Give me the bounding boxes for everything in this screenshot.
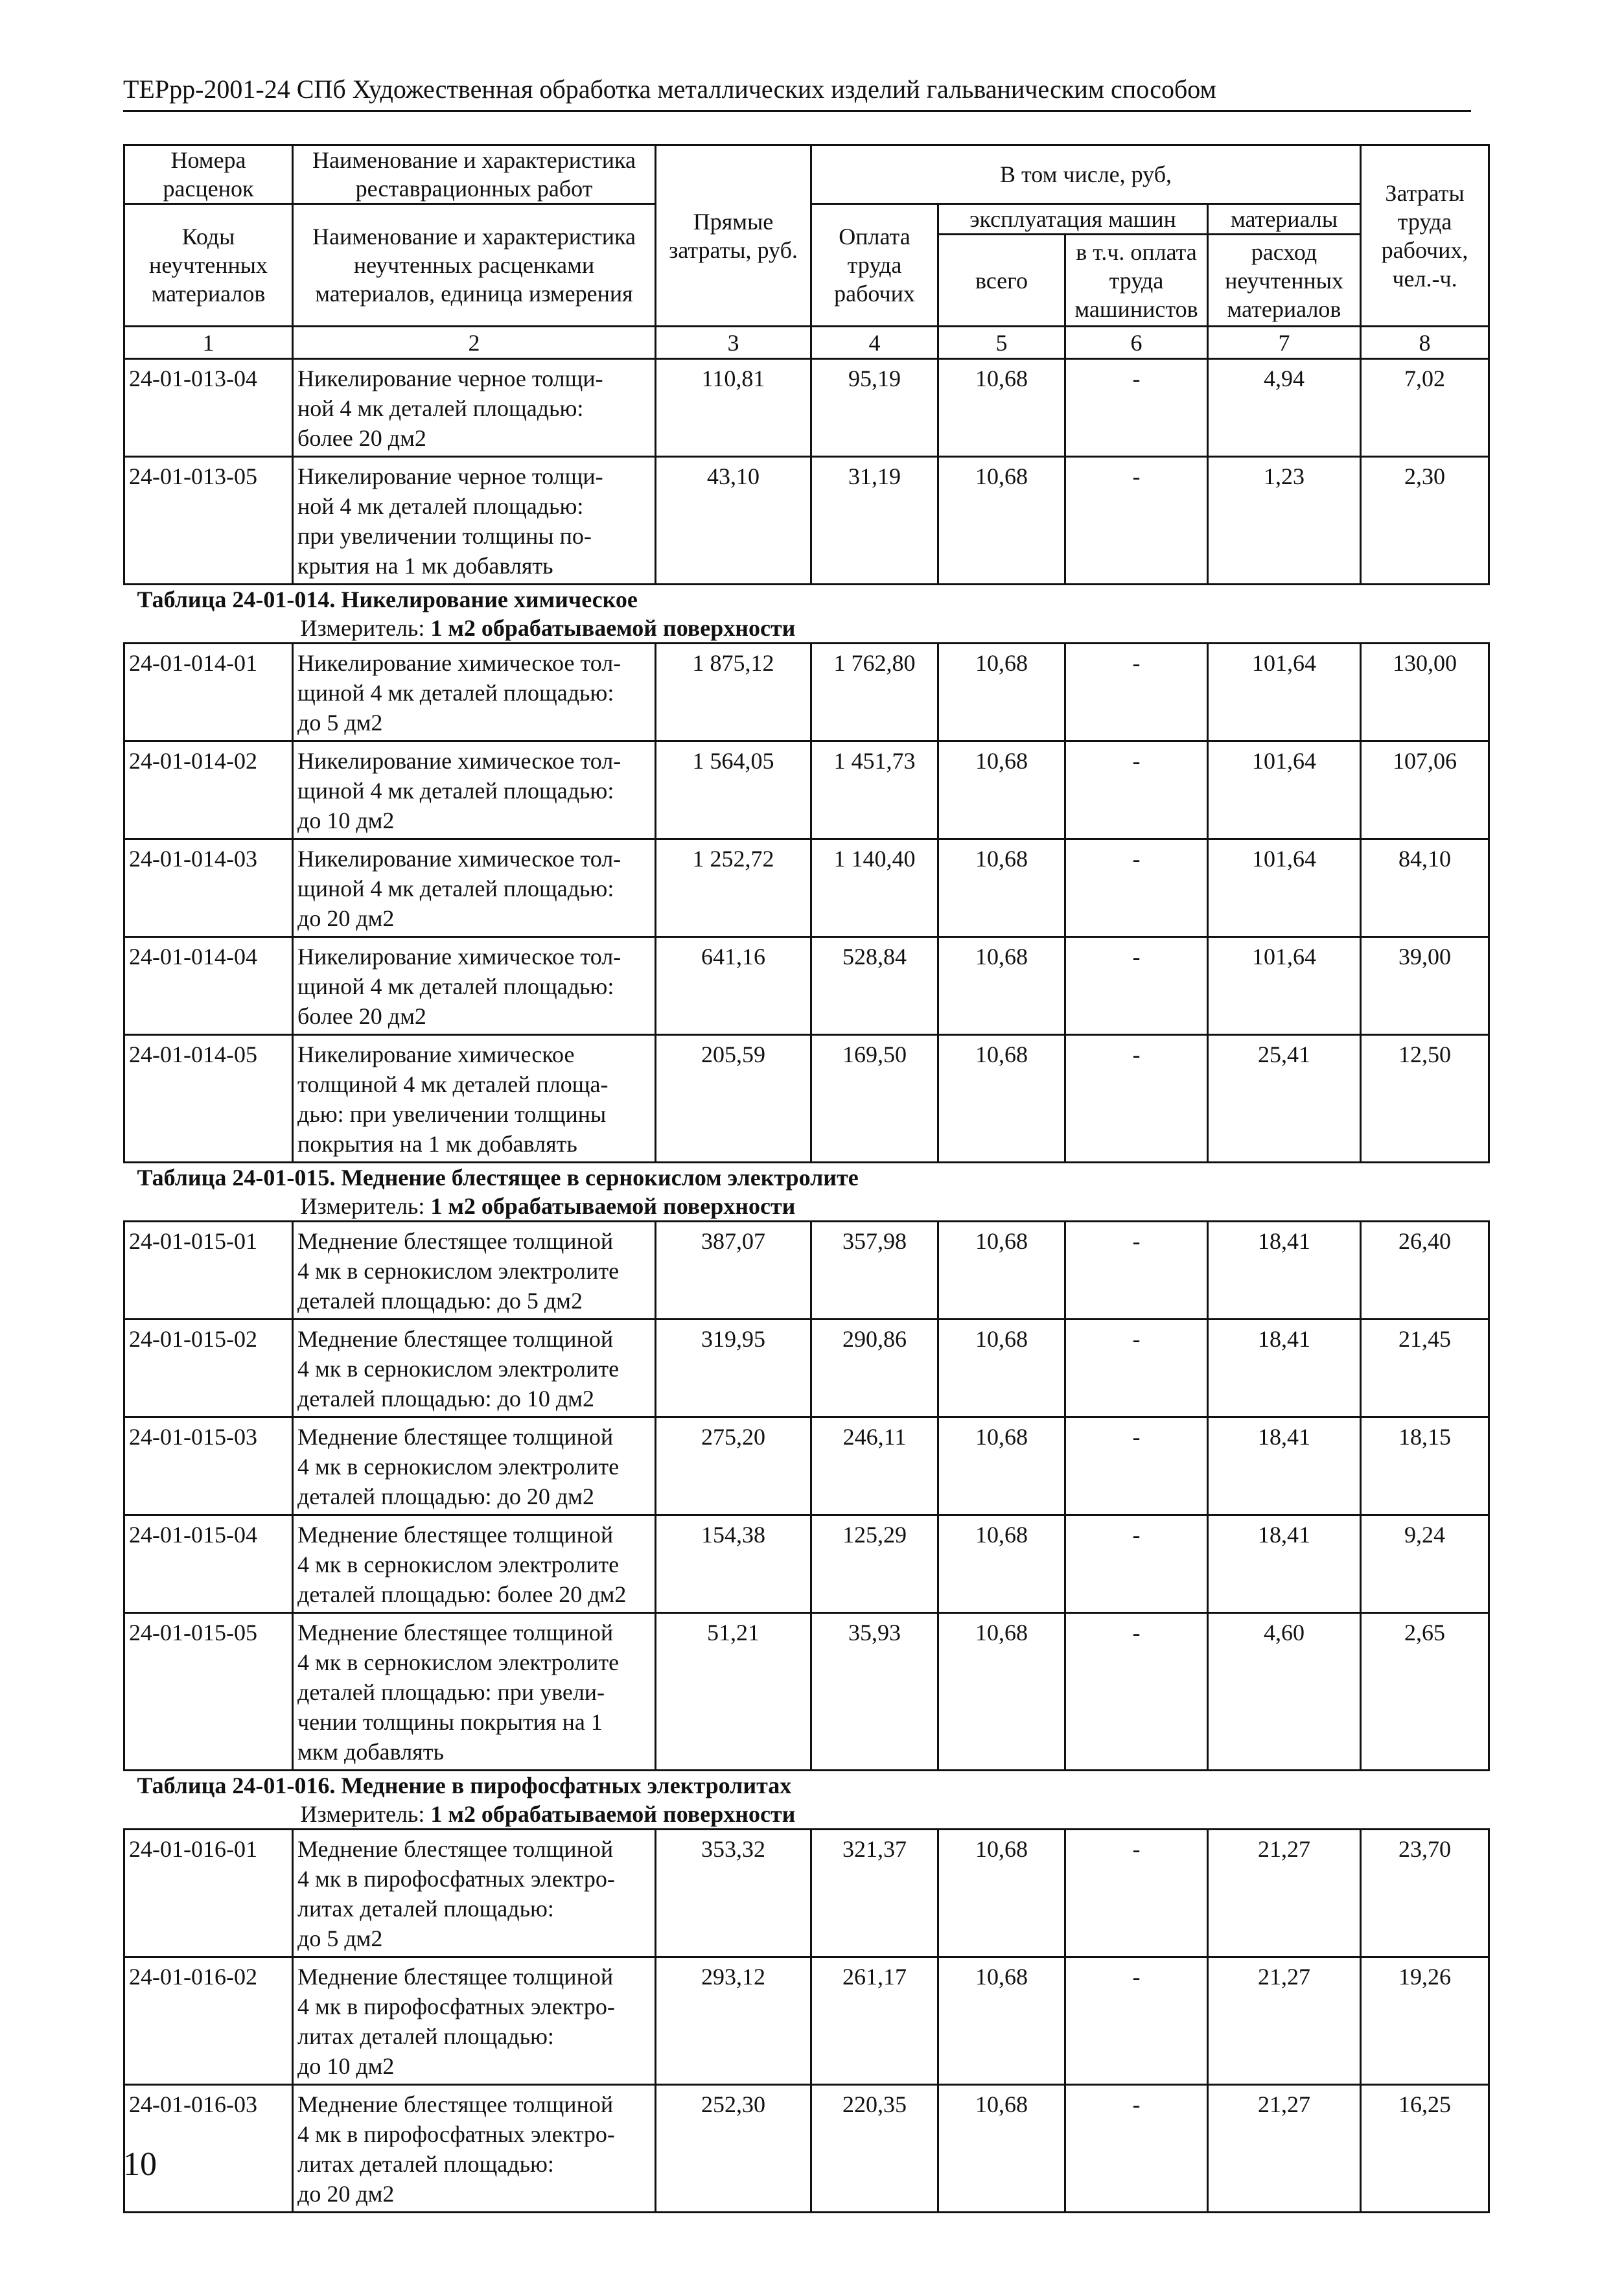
column-number: 4	[811, 327, 938, 359]
column-number: 1	[124, 327, 293, 359]
work-name-line: до 20 дм2	[297, 905, 395, 931]
work-name-line: мкм добавлять	[297, 1739, 444, 1765]
labor-wages: 31,19	[811, 457, 938, 585]
work-name-line: 4 мк в сернокислом электролите	[297, 1552, 620, 1577]
measure-value: 1 м2 обрабатываемой поверхности	[430, 615, 796, 641]
work-name-line: деталей площадью: до 20 дм2	[297, 1483, 594, 1509]
labor-wages: 95,19	[811, 359, 938, 457]
work-name	[293, 1417, 656, 1515]
work-name-line: покрытия на 1 мк добавлять	[297, 1131, 577, 1157]
col2-header-bottom: Наименование и характеристика неучтенных расценками материалов, единица измерения	[293, 204, 656, 327]
operator-wages: -	[1065, 741, 1208, 839]
table-row	[124, 359, 1489, 457]
document-header: ТЕРрр-2001-24 СПб Художественная обработка металлических изделий гальваническим способом	[123, 75, 1216, 104]
rates-sheet	[123, 144, 1488, 2213]
work-name-line: до 20 дм2	[297, 2181, 395, 2207]
work-name-line: 4 мк в сернокислом электролите	[297, 1356, 620, 1382]
col3-header: Прямые затраты, руб.	[656, 145, 811, 327]
work-name-line: деталей площадью: до 10 дм2	[297, 1386, 594, 1412]
table-row	[124, 644, 1489, 741]
labor-hours: 2,65	[1361, 1613, 1489, 1771]
work-name-line: до 10 дм2	[297, 808, 395, 833]
direct-costs: 43,10	[656, 457, 811, 585]
column-number: 6	[1065, 327, 1208, 359]
materials-cost: 101,64	[1208, 937, 1361, 1035]
column-number: 5	[938, 327, 1065, 359]
work-name-line: Никелирование химическое	[297, 1041, 575, 1067]
rate-code: 24-01-015-04	[124, 1515, 293, 1613]
work-name-line: щиной 4 мк деталей площадью:	[297, 778, 614, 804]
materials-cost: 18,41	[1208, 1515, 1361, 1613]
labor-wages: 220,35	[811, 2085, 938, 2213]
direct-costs: 1 875,12	[656, 644, 811, 741]
machines-header: эксплуатация машин	[938, 204, 1208, 235]
work-name	[293, 1830, 656, 1957]
machines-total: 10,68	[938, 1320, 1065, 1417]
measure-label: Измеритель:	[300, 1193, 431, 1219]
materials-cost: 18,41	[1208, 1417, 1361, 1515]
table-measure	[128, 1192, 1485, 1220]
measure-value: 1 м2 обрабатываемой поверхности	[430, 1801, 796, 1827]
direct-costs: 353,32	[656, 1830, 811, 1957]
labor-hours: 107,06	[1361, 741, 1489, 839]
work-name	[293, 1320, 656, 1417]
rates-table	[123, 144, 1490, 2213]
operator-wages: -	[1065, 1320, 1208, 1417]
work-name-line: 4 мк в сернокислом электролите	[297, 1258, 620, 1284]
work-name-line: щиной 4 мк деталей площадью:	[297, 973, 614, 999]
direct-costs: 641,16	[656, 937, 811, 1035]
materials-cost: 25,41	[1208, 1035, 1361, 1163]
machines-total: 10,68	[938, 644, 1065, 741]
direct-costs: 51,21	[656, 1613, 811, 1771]
labor-wages: 528,84	[811, 937, 938, 1035]
operator-wages: -	[1065, 1035, 1208, 1163]
operator-wages: -	[1065, 1830, 1208, 1957]
materials-cost: 21,27	[1208, 2085, 1361, 2213]
labor-wages: 261,17	[811, 1957, 938, 2085]
labor-wages: 1 140,40	[811, 839, 938, 937]
table-row	[124, 1830, 1489, 1957]
work-name-line: Меднение блестящее толщиной	[297, 1964, 614, 1990]
work-name-line: более 20 дм2	[297, 425, 426, 451]
work-name-line: Никелирование химическое тол-	[297, 650, 621, 676]
column-number: 2	[293, 327, 656, 359]
work-name-line: до 10 дм2	[297, 2053, 395, 2079]
direct-costs: 252,30	[656, 2085, 811, 2213]
labor-wages: 321,37	[811, 1830, 938, 1957]
work-name-line: Меднение блестящее толщиной	[297, 1620, 614, 1646]
operator-wages: -	[1065, 937, 1208, 1035]
rate-code: 24-01-013-04	[124, 359, 293, 457]
work-name-line: ной 4 мк деталей площадью:	[297, 493, 584, 519]
labor-hours: 16,25	[1361, 2085, 1489, 2213]
work-name-line: Никелирование химическое тол-	[297, 748, 621, 774]
labor-hours: 23,70	[1361, 1830, 1489, 1957]
rate-code: 24-01-016-03	[124, 2085, 293, 2213]
direct-costs: 154,38	[656, 1515, 811, 1613]
col7-header: расход неучтенных материалов	[1208, 235, 1361, 327]
direct-costs: 319,95	[656, 1320, 811, 1417]
labor-wages: 35,93	[811, 1613, 938, 1771]
operator-wages: -	[1065, 644, 1208, 741]
work-name	[293, 1613, 656, 1771]
rate-code: 24-01-014-03	[124, 839, 293, 937]
work-name-line: ной 4 мк деталей площадью:	[297, 395, 584, 421]
machines-total: 10,68	[938, 839, 1065, 937]
work-name-line: 4 мк в пирофосфатных электро-	[297, 1994, 615, 2019]
table-title: Таблица 24-01-014. Никелирование химическое	[137, 587, 638, 612]
materials-header: материалы	[1208, 204, 1361, 235]
work-name	[293, 1515, 656, 1613]
table-row	[124, 1222, 1489, 1320]
work-name	[293, 839, 656, 937]
work-name-line: до 5 дм2	[297, 710, 383, 736]
table-row	[124, 1320, 1489, 1417]
work-name	[293, 741, 656, 839]
operator-wages: -	[1065, 1613, 1208, 1771]
work-name	[293, 1957, 656, 2085]
labor-wages: 125,29	[811, 1515, 938, 1613]
work-name-line: щиной 4 мк деталей площадью:	[297, 680, 614, 706]
work-name-line: толщиной 4 мк деталей площа-	[297, 1071, 609, 1097]
materials-cost: 18,41	[1208, 1222, 1361, 1320]
work-name-line: до 5 дм2	[297, 1925, 383, 1951]
materials-cost: 21,27	[1208, 1830, 1361, 1957]
labor-wages: 1 762,80	[811, 644, 938, 741]
machines-total: 10,68	[938, 1830, 1065, 1957]
rate-code: 24-01-015-01	[124, 1222, 293, 1320]
rate-code: 24-01-015-05	[124, 1613, 293, 1771]
operator-wages: -	[1065, 1515, 1208, 1613]
table-caption-row	[124, 1163, 1489, 1222]
measure-label: Измеритель:	[300, 615, 431, 641]
rate-code: 24-01-015-03	[124, 1417, 293, 1515]
table-body	[124, 145, 1489, 2213]
table-caption	[124, 1771, 1489, 1830]
direct-costs: 205,59	[656, 1035, 811, 1163]
labor-hours: 130,00	[1361, 644, 1489, 741]
rate-code: 24-01-016-01	[124, 1830, 293, 1957]
measure-label: Измеритель:	[300, 1801, 431, 1827]
rate-code: 24-01-014-02	[124, 741, 293, 839]
work-name-line: 4 мк в сернокислом электролите	[297, 1649, 620, 1675]
rate-code: 24-01-014-01	[124, 644, 293, 741]
machines-total: 10,68	[938, 741, 1065, 839]
direct-costs: 387,07	[656, 1222, 811, 1320]
labor-hours: 26,40	[1361, 1222, 1489, 1320]
work-name-line: Никелирование химическое тол-	[297, 846, 621, 872]
work-name	[293, 1035, 656, 1163]
direct-costs: 110,81	[656, 359, 811, 457]
machines-total: 10,68	[938, 937, 1065, 1035]
table-row	[124, 1417, 1489, 1515]
labor-wages: 169,50	[811, 1035, 938, 1163]
labor-hours: 9,24	[1361, 1515, 1489, 1613]
machines-total: 10,68	[938, 1957, 1065, 2085]
work-name-line: 4 мк в пирофосфатных электро-	[297, 1866, 615, 1892]
work-name-line: Никелирование черное толщи-	[297, 366, 603, 391]
work-name	[293, 359, 656, 457]
table-title: Таблица 24-01-016. Меднение в пирофосфатных электролитах	[137, 1773, 792, 1798]
table-measure	[128, 614, 1485, 642]
operator-wages: -	[1065, 359, 1208, 457]
table-caption-row	[124, 1771, 1489, 1830]
column-number: 7	[1208, 327, 1361, 359]
work-name-line: щиной 4 мк деталей площадью:	[297, 876, 614, 902]
machines-total: 10,68	[938, 457, 1065, 585]
direct-costs: 293,12	[656, 1957, 811, 2085]
rate-code: 24-01-013-05	[124, 457, 293, 585]
table-caption	[124, 1163, 1489, 1222]
labor-hours: 21,45	[1361, 1320, 1489, 1417]
column-number-row	[124, 327, 1489, 359]
work-name-line: Меднение блестящее толщиной	[297, 1326, 614, 1352]
labor-wages: 290,86	[811, 1320, 938, 1417]
work-name-line: при увеличении толщины по-	[297, 523, 592, 549]
header-rule	[123, 110, 1471, 112]
labor-wages: 1 451,73	[811, 741, 938, 839]
work-name-line: Меднение блестящее толщиной	[297, 1424, 614, 1450]
work-name	[293, 644, 656, 741]
work-name-line: Меднение блестящее толщиной	[297, 1836, 614, 1862]
labor-hours: 84,10	[1361, 839, 1489, 937]
table-row	[124, 741, 1489, 839]
direct-costs: 1 564,05	[656, 741, 811, 839]
col4-header: Оплата труда рабочих	[811, 204, 938, 327]
work-name-line: Меднение блестящее толщиной	[297, 2091, 614, 2117]
operator-wages: -	[1065, 2085, 1208, 2213]
machines-total: 10,68	[938, 1417, 1065, 1515]
labor-hours: 12,50	[1361, 1035, 1489, 1163]
work-name-line: дью: при увеличении толщины	[297, 1101, 607, 1127]
machines-total: 10,68	[938, 1222, 1065, 1320]
work-name-line: деталей площадью: более 20 дм2	[297, 1581, 627, 1607]
work-name-line: Никелирование черное толщи-	[297, 463, 603, 489]
table-row	[124, 1515, 1489, 1613]
materials-cost: 4,60	[1208, 1613, 1361, 1771]
table-title: Таблица 24-01-015. Меднение блестящее в сернокислом электролите	[137, 1165, 859, 1191]
header-row	[124, 145, 1489, 204]
rate-code: 24-01-015-02	[124, 1320, 293, 1417]
table-row	[124, 839, 1489, 937]
rate-code: 24-01-016-02	[124, 1957, 293, 2085]
table-row	[124, 1035, 1489, 1163]
machines-total: 10,68	[938, 1515, 1065, 1613]
col1-header-top: Номера расценок	[124, 145, 293, 204]
operator-wages: -	[1065, 1957, 1208, 2085]
materials-cost: 21,27	[1208, 1957, 1361, 2085]
materials-cost: 101,64	[1208, 839, 1361, 937]
table-caption	[124, 585, 1489, 644]
labor-hours: 2,30	[1361, 457, 1489, 585]
operator-wages: -	[1065, 457, 1208, 585]
col6-header: в т.ч. оплата труда машинистов	[1065, 235, 1208, 327]
materials-cost: 101,64	[1208, 644, 1361, 741]
group-header: В том числе, руб,	[811, 145, 1361, 204]
table-row	[124, 1613, 1489, 1771]
column-number: 8	[1361, 327, 1489, 359]
table-row	[124, 2085, 1489, 2213]
rate-code: 24-01-014-04	[124, 937, 293, 1035]
machines-total: 10,68	[938, 1613, 1065, 1771]
table-row	[124, 1957, 1489, 2085]
table-caption-row	[124, 585, 1489, 644]
col2-header-top: Наименование и характеристика реставрационных работ	[293, 145, 656, 204]
materials-cost: 4,94	[1208, 359, 1361, 457]
work-name	[293, 937, 656, 1035]
table-row	[124, 457, 1489, 585]
work-name	[293, 457, 656, 585]
measure-value: 1 м2 обрабатываемой поверхности	[430, 1193, 796, 1219]
work-name-line: 4 мк в сернокислом электролите	[297, 1454, 620, 1480]
labor-hours: 18,15	[1361, 1417, 1489, 1515]
work-name-line: 4 мк в пирофосфатных электро-	[297, 2121, 615, 2147]
page-number: 10	[123, 2146, 157, 2183]
direct-costs: 1 252,72	[656, 839, 811, 937]
machines-total: 10,68	[938, 359, 1065, 457]
labor-hours: 7,02	[1361, 359, 1489, 457]
table-measure	[128, 1800, 1485, 1828]
work-name-line: Никелирование химическое тол-	[297, 944, 621, 970]
work-name-line: Меднение блестящее толщиной	[297, 1228, 614, 1254]
work-name-line: деталей площадью: до 5 дм2	[297, 1288, 583, 1314]
work-name-line: деталей площадью: при увели-	[297, 1679, 605, 1705]
col5-header: всего	[938, 235, 1065, 327]
work-name-line: литах деталей площадью:	[297, 2151, 554, 2177]
operator-wages: -	[1065, 1417, 1208, 1515]
materials-cost: 18,41	[1208, 1320, 1361, 1417]
materials-cost: 101,64	[1208, 741, 1361, 839]
column-number: 3	[656, 327, 811, 359]
labor-hours: 19,26	[1361, 1957, 1489, 2085]
work-name-line: литах деталей площадью:	[297, 1896, 554, 1922]
work-name	[293, 1222, 656, 1320]
work-name-line: чении толщины покрытия на 1	[297, 1709, 603, 1735]
work-name-line: Меднение блестящее толщиной	[297, 1522, 614, 1548]
work-name-line: крытия на 1 мк добавлять	[297, 553, 553, 579]
materials-cost: 1,23	[1208, 457, 1361, 585]
machines-total: 10,68	[938, 1035, 1065, 1163]
labor-hours: 39,00	[1361, 937, 1489, 1035]
machines-total: 10,68	[938, 2085, 1065, 2213]
direct-costs: 275,20	[656, 1417, 811, 1515]
table-row	[124, 937, 1489, 1035]
labor-wages: 357,98	[811, 1222, 938, 1320]
col1-header-bottom: Коды неучтенных материалов	[124, 204, 293, 327]
operator-wages: -	[1065, 839, 1208, 937]
work-name-line: более 20 дм2	[297, 1003, 426, 1029]
work-name	[293, 2085, 656, 2213]
work-name-line: литах деталей площадью:	[297, 2023, 554, 2049]
rate-code: 24-01-014-05	[124, 1035, 293, 1163]
col8-header: Затраты труда рабочих, чел.-ч.	[1361, 145, 1489, 327]
operator-wages: -	[1065, 1222, 1208, 1320]
labor-wages: 246,11	[811, 1417, 938, 1515]
